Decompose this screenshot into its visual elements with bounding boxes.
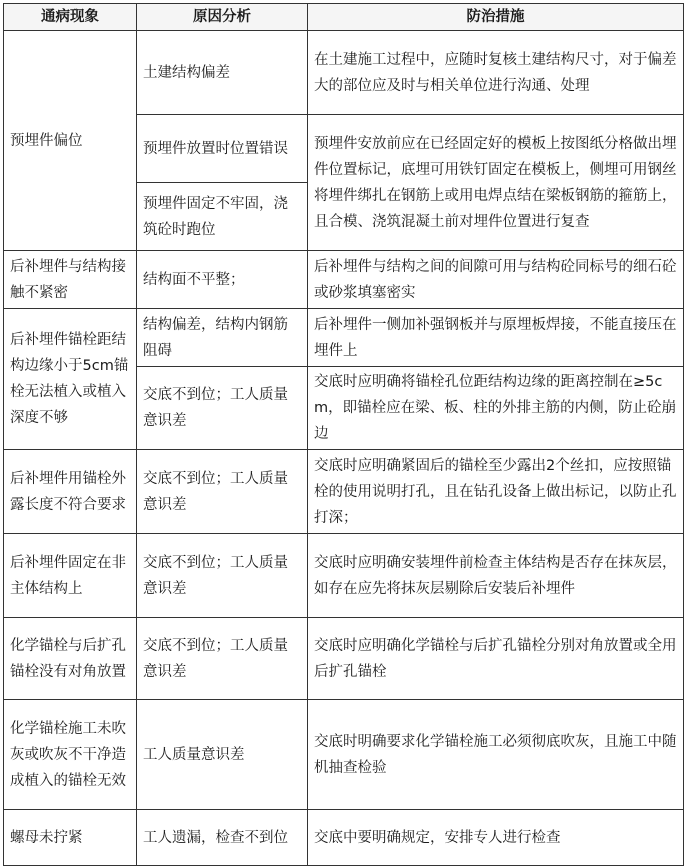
header-cause: 原因分析 <box>137 4 308 31</box>
header-measure: 防治措施 <box>308 4 684 31</box>
table-row <box>4 251 684 309</box>
table-row <box>4 450 684 534</box>
phenomenon-cell: 化学锚栓与后扩孔锚栓没有对角放置 <box>4 618 137 700</box>
defect-prevention-table <box>3 3 684 866</box>
measure-cell: 后补埋件与结构之间的间隙可用与结构砼同标号的细石砼或砂浆填塞密实 <box>308 251 684 309</box>
header-phenomenon: 通病现象 <box>4 4 137 31</box>
table-row <box>4 810 684 866</box>
cause-cell: 交底不到位；工人质量意识差 <box>137 618 308 700</box>
table-row <box>4 534 684 618</box>
header-row <box>4 4 684 31</box>
cause-cell: 预埋件固定不牢固，浇筑砼时跑位 <box>137 183 308 251</box>
cause-cell: 预埋件放置时位置错误 <box>137 115 308 183</box>
table-row <box>4 31 684 115</box>
measure-cell: 在土建施工过程中，应随时复核土建结构尺寸，对于偏差大的部位应及时与相关单位进行沟通、处理 <box>308 31 684 115</box>
cause-cell: 土建结构偏差 <box>137 31 308 115</box>
measure-cell: 交底时明确要求化学锚栓施工必须彻底吹灰，且施工中随机抽查检验 <box>308 700 684 810</box>
phenomenon-cell: 化学锚栓施工未吹灰或吹灰不干净造成植入的锚栓无效 <box>4 700 137 810</box>
measure-cell: 交底时应明确安装埋件前检查主体结构是否存在抹灰层，如存在应先将抹灰层剔除后安装后补埋件 <box>308 534 684 618</box>
measure-cell: 交底时应明确紧固后的锚栓至少露出2个丝扣，应按照锚栓的使用说明打孔，且在钻孔设备上做出标记，以防止孔打深； <box>308 450 684 534</box>
measure-cell: 预埋件安放前应在已经固定好的模板上按图纸分格做出埋件位置标记，底埋可用铁钉固定在模板上，侧埋可用钢丝将埋件绑扎在钢筋上或用电焊点结在梁板钢筋的箍筋上，且合模、浇筑混凝土前对埋件位置进行复查 <box>308 115 684 251</box>
cause-cell: 结构面不平整； <box>137 251 308 309</box>
measure-cell: 交底中要明确规定，安排专人进行检查 <box>308 810 684 866</box>
cause-cell: 交底不到位；工人质量意识差 <box>137 534 308 618</box>
cause-cell: 结构偏差，结构内钢筋阻碍 <box>137 309 308 367</box>
phenomenon-cell: 螺母未拧紧 <box>4 810 137 866</box>
phenomenon-cell: 后补埋件锚栓距结构边缘小于5cm锚栓无法植入或植入深度不够 <box>4 309 137 450</box>
cause-cell: 工人质量意识差 <box>137 700 308 810</box>
table-row <box>4 309 684 367</box>
measure-cell: 后补埋件一侧加补强钢板并与原埋板焊接，不能直接压在埋件上 <box>308 309 684 367</box>
phenomenon-cell: 预埋件偏位 <box>4 31 137 251</box>
cause-cell: 交底不到位；工人质量意识差 <box>137 367 308 450</box>
phenomenon-cell: 后补埋件用锚栓外露长度不符合要求 <box>4 450 137 534</box>
cause-cell: 工人遗漏，检查不到位 <box>137 810 308 866</box>
cause-cell: 交底不到位；工人质量意识差 <box>137 450 308 534</box>
table-row <box>4 700 684 810</box>
phenomenon-cell: 后补埋件与结构接触不紧密 <box>4 251 137 309</box>
measure-cell: 交底时应明确将锚栓孔位距结构边缘的距离控制在≥5cm，即锚栓应在梁、板、柱的外排主筋的内侧，防止砼崩边 <box>308 367 684 450</box>
phenomenon-cell: 后补埋件固定在非主体结构上 <box>4 534 137 618</box>
measure-cell: 交底时应明确化学锚栓与后扩孔锚栓分别对角放置或全用后扩孔锚栓 <box>308 618 684 700</box>
table-row <box>4 618 684 700</box>
